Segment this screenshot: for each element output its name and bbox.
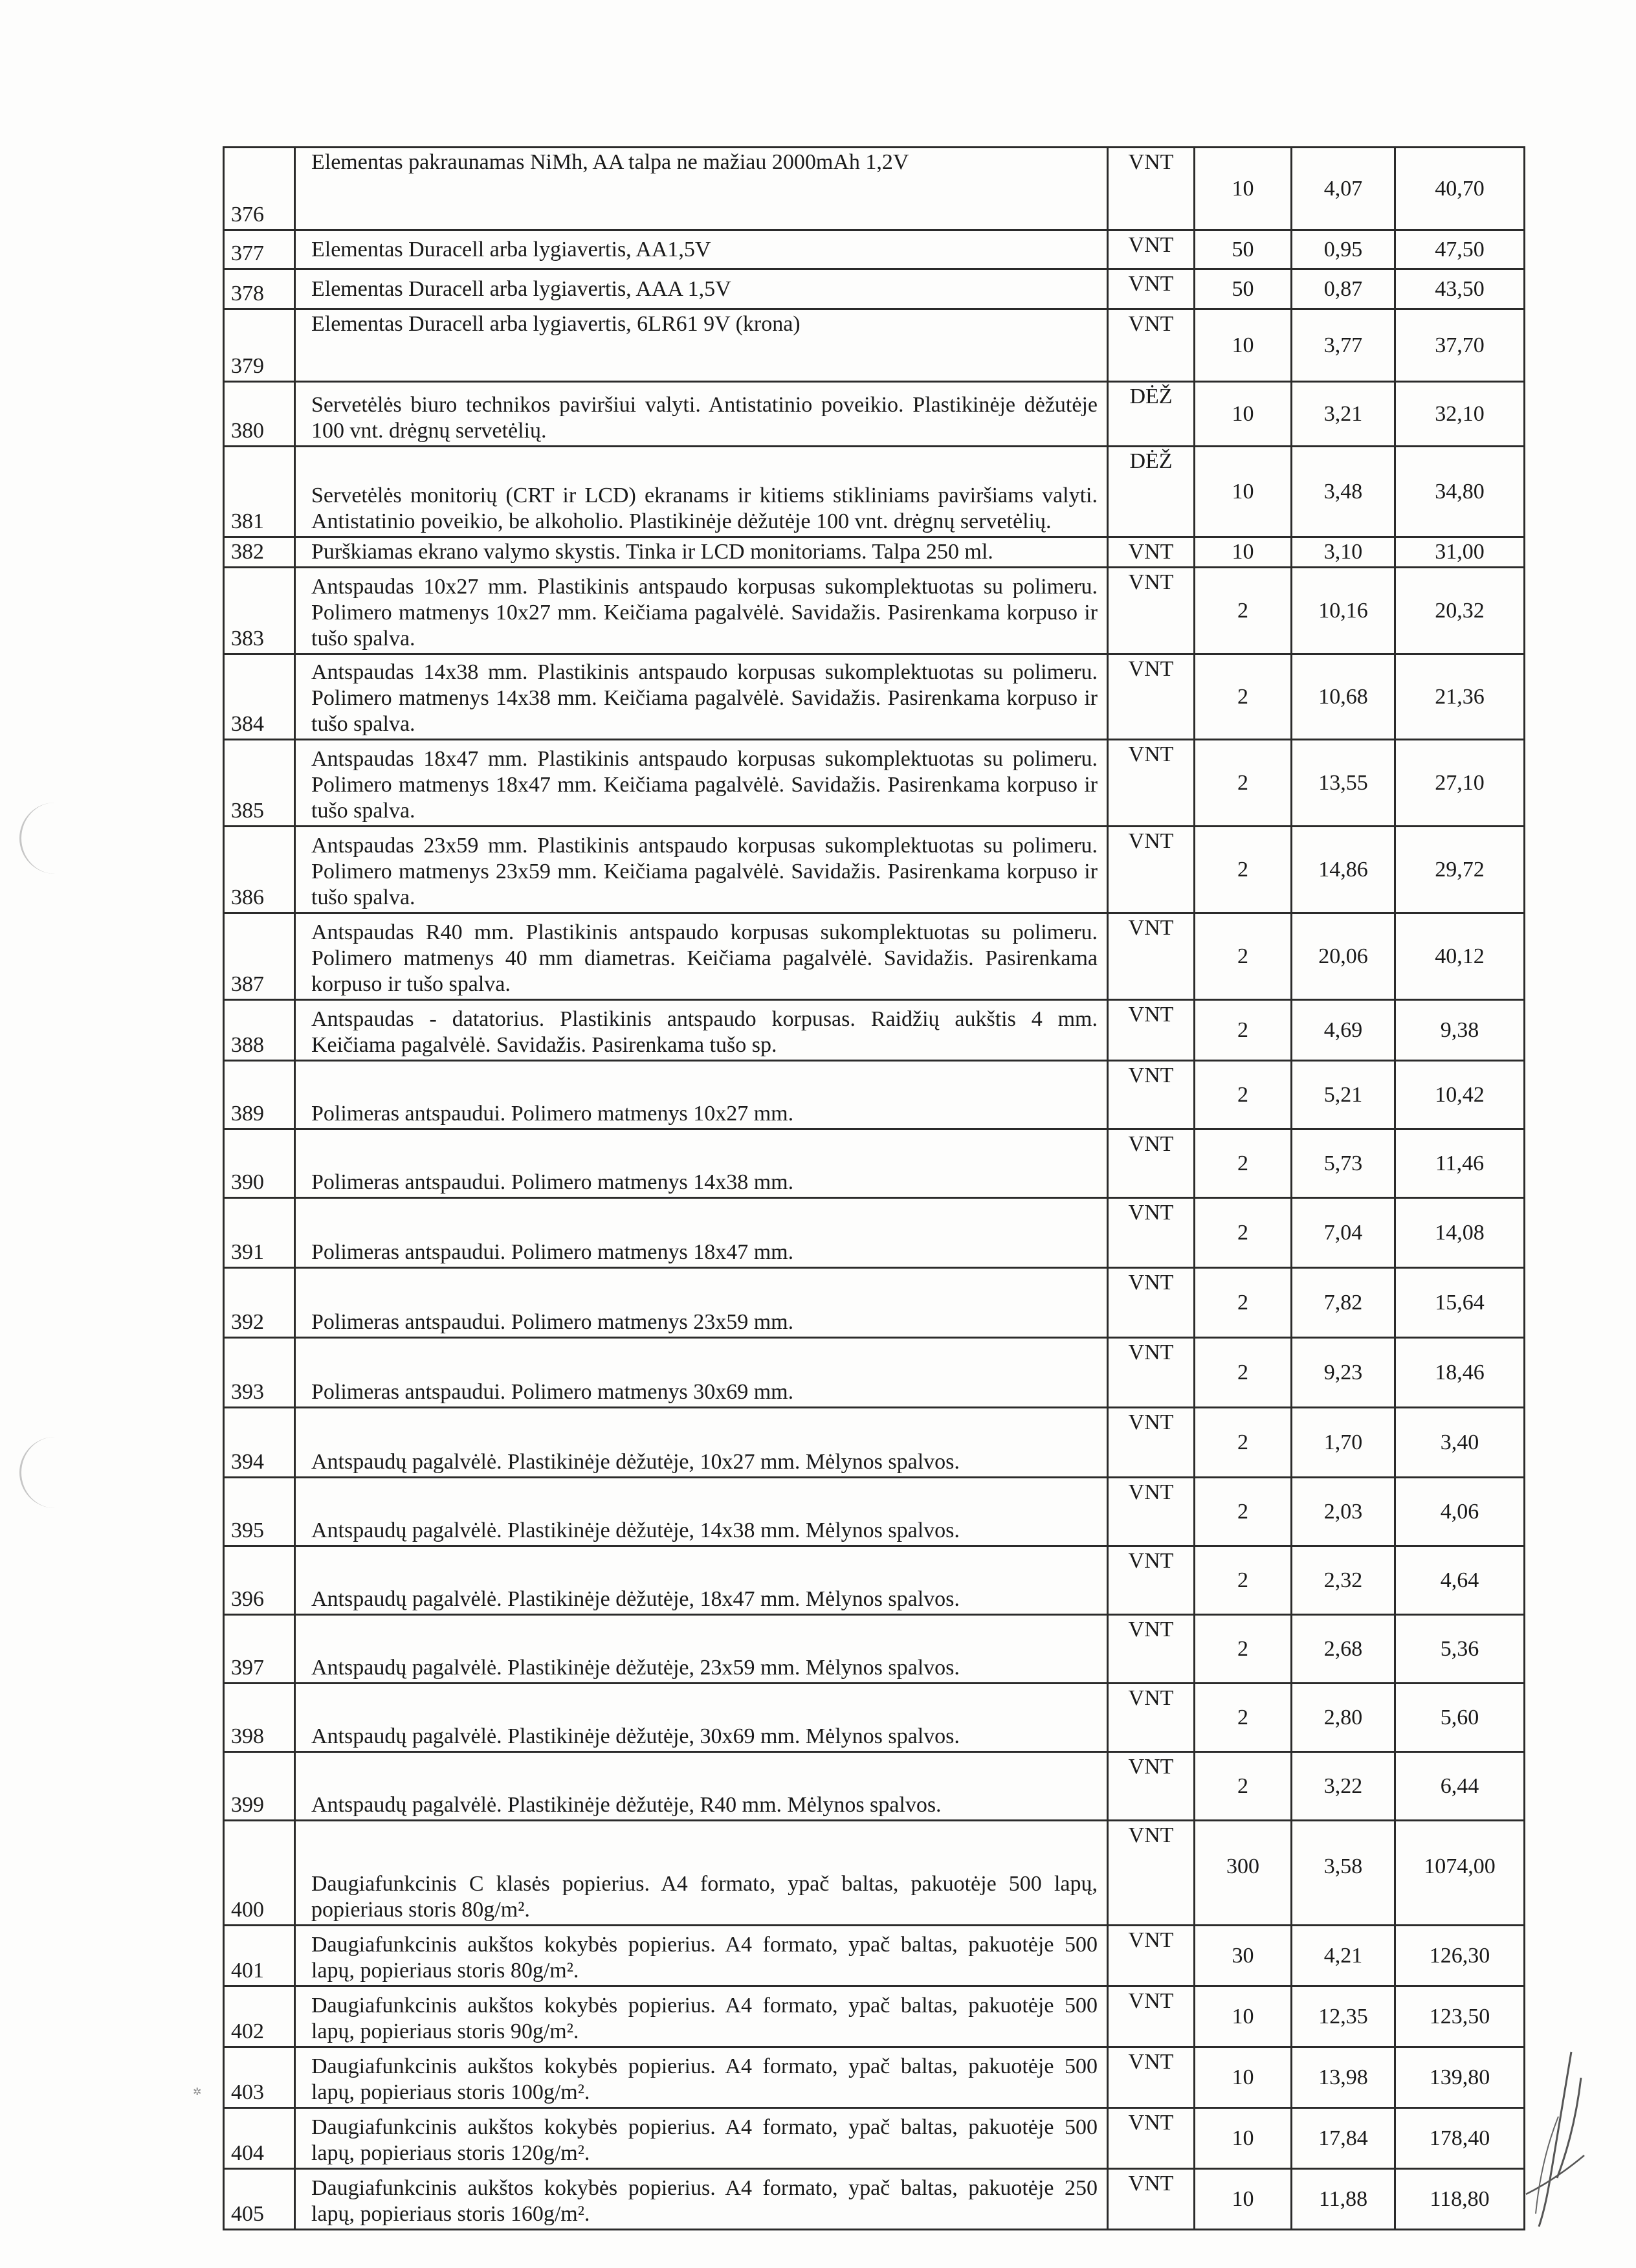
item-quantity: 10 <box>1195 2047 1292 2108</box>
item-description: Polimeras antspaudui. Polimero matmenys 23x59 mm. <box>295 1268 1108 1338</box>
item-unit: VNT <box>1108 1061 1195 1129</box>
table-row <box>224 1129 1525 1198</box>
item-description: Antspaudų pagalvėlė. Plastikinėje dėžutėje, 14x38 mm. Mėlynos spalvos. <box>295 1478 1108 1546</box>
item-unit-price: 13,55 <box>1292 740 1395 827</box>
item-quantity: 2 <box>1195 913 1292 1000</box>
item-number: 380 <box>224 382 295 447</box>
item-description: Polimeras antspaudui. Polimero matmenys 14x38 mm. <box>295 1129 1108 1198</box>
item-quantity: 2 <box>1195 1129 1292 1198</box>
item-total: 139,80 <box>1395 2047 1525 2108</box>
item-total: 3,40 <box>1395 1408 1525 1478</box>
table-row <box>224 827 1525 913</box>
item-description: Antspaudas 23x59 mm. Plastikinis antspaudo korpusas sukomplektuotas su polimeru. Polimero matmenys 23x59 mm. Keičiama pagalvėlė. Savidažis. Pasirenkama korpuso ir tušo spalva. <box>295 827 1108 913</box>
item-unit: VNT <box>1108 913 1195 1000</box>
item-unit: VNT <box>1108 1752 1195 1821</box>
item-description: Daugiafunkcinis aukštos kokybės popierius. A4 formato, ypač baltas, pakuotėje 500 lapų, popieriaus storis 100g/m². <box>295 2047 1108 2108</box>
item-total: 43,50 <box>1395 269 1525 309</box>
item-total: 40,12 <box>1395 913 1525 1000</box>
item-unit: VNT <box>1108 1986 1195 2047</box>
handwritten-signature <box>1520 2039 1591 2233</box>
table-row <box>224 1408 1525 1478</box>
item-number: 398 <box>224 1684 295 1752</box>
table-row <box>224 537 1525 568</box>
item-unit: VNT <box>1108 1129 1195 1198</box>
item-total: 31,00 <box>1395 537 1525 568</box>
item-unit: VNT <box>1108 1684 1195 1752</box>
item-quantity: 2 <box>1195 654 1292 740</box>
item-total: 21,36 <box>1395 654 1525 740</box>
item-total: 34,80 <box>1395 447 1525 537</box>
item-number: 392 <box>224 1268 295 1338</box>
item-quantity: 10 <box>1195 447 1292 537</box>
item-total: 5,60 <box>1395 1684 1525 1752</box>
item-quantity: 10 <box>1195 382 1292 447</box>
item-description: Antspaudų pagalvėlė. Plastikinėje dėžutėje, 18x47 mm. Mėlynos spalvos. <box>295 1546 1108 1615</box>
table-row <box>224 1752 1525 1821</box>
item-number: 377 <box>224 230 295 269</box>
item-unit-price: 4,07 <box>1292 148 1395 230</box>
item-quantity: 10 <box>1195 1986 1292 2047</box>
item-number: 397 <box>224 1615 295 1684</box>
item-unit: VNT <box>1108 1338 1195 1408</box>
item-unit-price: 4,69 <box>1292 1000 1395 1061</box>
table-row <box>224 269 1525 309</box>
item-number: 402 <box>224 1986 295 2047</box>
item-unit-price: 2,68 <box>1292 1615 1395 1684</box>
item-description: Elementas pakraunamas NiMh, AA talpa ne mažiau 2000mAh 1,2V <box>295 148 1108 230</box>
item-number: 405 <box>224 2169 295 2230</box>
item-description: Daugiafunkcinis aukštos kokybės popierius. A4 formato, ypač baltas, pakuotėje 500 lapų, popieriaus storis 120g/m². <box>295 2108 1108 2169</box>
item-number: 383 <box>224 568 295 654</box>
item-unit-price: 14,86 <box>1292 827 1395 913</box>
item-number: 386 <box>224 827 295 913</box>
item-description: Antspaudų pagalvėlė. Plastikinėje dėžutėje, 30x69 mm. Mėlynos spalvos. <box>295 1684 1108 1752</box>
item-unit: VNT <box>1108 2169 1195 2230</box>
item-number: 399 <box>224 1752 295 1821</box>
item-total: 32,10 <box>1395 382 1525 447</box>
item-total: 20,32 <box>1395 568 1525 654</box>
item-unit-price: 9,23 <box>1292 1338 1395 1408</box>
item-description: Antspaudas - datatorius. Plastikinis antspaudo korpusas. Raidžių aukštis 4 mm. Keičiama pagalvėlė. Savidažis. Pasirenkama tušo sp. <box>295 1000 1108 1061</box>
item-description: Antspaudų pagalvėlė. Plastikinėje dėžutėje, 23x59 mm. Mėlynos spalvos. <box>295 1615 1108 1684</box>
item-total: 27,10 <box>1395 740 1525 827</box>
table-row <box>224 230 1525 269</box>
table-row <box>224 740 1525 827</box>
item-description: Daugiafunkcinis aukštos kokybės popierius. A4 formato, ypač baltas, pakuotėje 250 lapų, popieriaus storis 160g/m². <box>295 2169 1108 2230</box>
item-number: 388 <box>224 1000 295 1061</box>
item-quantity: 2 <box>1195 1615 1292 1684</box>
item-unit: VNT <box>1108 148 1195 230</box>
item-quantity: 300 <box>1195 1821 1292 1926</box>
item-unit-price: 13,98 <box>1292 2047 1395 2108</box>
item-total: 9,38 <box>1395 1000 1525 1061</box>
item-unit: VNT <box>1108 2047 1195 2108</box>
item-quantity: 2 <box>1195 1752 1292 1821</box>
item-quantity: 10 <box>1195 2169 1292 2230</box>
table-row <box>224 2169 1525 2230</box>
item-total: 14,08 <box>1395 1198 1525 1268</box>
item-number: 400 <box>224 1821 295 1926</box>
item-total: 4,06 <box>1395 1478 1525 1546</box>
item-quantity: 2 <box>1195 1478 1292 1546</box>
item-unit: VNT <box>1108 309 1195 382</box>
item-unit-price: 3,58 <box>1292 1821 1395 1926</box>
table-row <box>224 654 1525 740</box>
price-table <box>223 146 1525 2230</box>
item-unit-price: 3,21 <box>1292 382 1395 447</box>
item-quantity: 2 <box>1195 740 1292 827</box>
item-unit: VNT <box>1108 1198 1195 1268</box>
item-description: Daugiafunkcinis C klasės popierius. A4 formato, ypač baltas, pakuotėje 500 lapų, popieriaus storis 80g/m². <box>295 1821 1108 1926</box>
item-number: 403 <box>224 2047 295 2108</box>
item-unit: VNT <box>1108 1546 1195 1615</box>
table-row <box>224 2108 1525 2169</box>
table-row <box>224 1684 1525 1752</box>
item-description: Servetėlės biuro technikos paviršiui valyti. Antistatinio poveikio. Plastikinėje dėžutėje 100 vnt. drėgnų servetėlių. <box>295 382 1108 447</box>
item-unit-price: 3,77 <box>1292 309 1395 382</box>
item-total: 18,46 <box>1395 1338 1525 1408</box>
item-unit: VNT <box>1108 1821 1195 1926</box>
item-total: 10,42 <box>1395 1061 1525 1129</box>
item-number: 394 <box>224 1408 295 1478</box>
item-total: 47,50 <box>1395 230 1525 269</box>
item-total: 6,44 <box>1395 1752 1525 1821</box>
item-description: Antspaudų pagalvėlė. Plastikinėje dėžutėje, 10x27 mm. Mėlynos spalvos. <box>295 1408 1108 1478</box>
item-unit-price: 5,73 <box>1292 1129 1395 1198</box>
item-unit-price: 4,21 <box>1292 1926 1395 1986</box>
item-description: Antspaudas 14x38 mm. Plastikinis antspaudo korpusas sukomplektuotas su polimeru. Polimero matmenys 14x38 mm. Keičiama pagalvėlė. Savidažis. Pasirenkama korpuso ir tušo spalva. <box>295 654 1108 740</box>
item-description: Servetėlės monitorių (CRT ir LCD) ekranams ir kitiems stikliniams paviršiams valyti. Antistatinio poveikio, be alkoholio. Plastikinėje dėžutėje 100 vnt. drėgnų servetėlių. <box>295 447 1108 537</box>
item-total: 118,80 <box>1395 2169 1525 2230</box>
table-row <box>224 309 1525 382</box>
item-number: 389 <box>224 1061 295 1129</box>
item-number: 382 <box>224 537 295 568</box>
item-quantity: 2 <box>1195 827 1292 913</box>
item-unit-price: 12,35 <box>1292 1986 1395 2047</box>
item-description: Polimeras antspaudui. Polimero matmenys 18x47 mm. <box>295 1198 1108 1268</box>
scan-speck-icon: ✲ <box>193 2087 202 2098</box>
item-quantity: 2 <box>1195 1198 1292 1268</box>
item-quantity: 2 <box>1195 1338 1292 1408</box>
item-total: 4,64 <box>1395 1546 1525 1615</box>
item-unit-price: 7,82 <box>1292 1268 1395 1338</box>
item-number: 385 <box>224 740 295 827</box>
item-total: 15,64 <box>1395 1268 1525 1338</box>
item-description: Elementas Duracell arba lygiavertis, 6LR61 9V (krona) <box>295 309 1108 382</box>
item-quantity: 2 <box>1195 1268 1292 1338</box>
item-unit: VNT <box>1108 1615 1195 1684</box>
item-quantity: 10 <box>1195 148 1292 230</box>
item-unit: VNT <box>1108 537 1195 568</box>
table-row <box>224 1478 1525 1546</box>
table-row <box>224 1615 1525 1684</box>
item-unit-price: 20,06 <box>1292 913 1395 1000</box>
item-total: 123,50 <box>1395 1986 1525 2047</box>
table-row <box>224 1986 1525 2047</box>
item-unit-price: 11,88 <box>1292 2169 1395 2230</box>
item-unit-price: 3,22 <box>1292 1752 1395 1821</box>
item-unit-price: 2,80 <box>1292 1684 1395 1752</box>
item-unit-price: 3,10 <box>1292 537 1395 568</box>
item-unit: DĖŽ <box>1108 382 1195 447</box>
item-total: 1074,00 <box>1395 1821 1525 1926</box>
item-quantity: 30 <box>1195 1926 1292 1986</box>
item-quantity: 50 <box>1195 269 1292 309</box>
item-total: 11,46 <box>1395 1129 1525 1198</box>
item-unit: VNT <box>1108 1408 1195 1478</box>
item-quantity: 2 <box>1195 1000 1292 1061</box>
item-description: Polimeras antspaudui. Polimero matmenys 30x69 mm. <box>295 1338 1108 1408</box>
table-row <box>224 1338 1525 1408</box>
item-number: 391 <box>224 1198 295 1268</box>
item-unit: VNT <box>1108 2108 1195 2169</box>
item-number: 379 <box>224 309 295 382</box>
item-number: 384 <box>224 654 295 740</box>
item-unit: VNT <box>1108 1000 1195 1061</box>
item-unit: DĖŽ <box>1108 447 1195 537</box>
item-total: 126,30 <box>1395 1926 1525 1986</box>
item-quantity: 2 <box>1195 1546 1292 1615</box>
item-number: 390 <box>224 1129 295 1198</box>
item-unit-price: 10,16 <box>1292 568 1395 654</box>
item-unit-price: 0,87 <box>1292 269 1395 309</box>
table-row <box>224 1268 1525 1338</box>
item-description: Purškiamas ekrano valymo skystis. Tinka ir LCD monitoriams. Talpa 250 ml. <box>295 537 1108 568</box>
item-total: 178,40 <box>1395 2108 1525 2169</box>
table-row <box>224 1198 1525 1268</box>
item-unit: VNT <box>1108 230 1195 269</box>
item-number: 387 <box>224 913 295 1000</box>
item-unit: VNT <box>1108 654 1195 740</box>
item-number: 381 <box>224 447 295 537</box>
item-description: Elementas Duracell arba lygiavertis, AAA 1,5V <box>295 269 1108 309</box>
item-quantity: 2 <box>1195 1061 1292 1129</box>
item-unit: VNT <box>1108 1926 1195 1986</box>
item-unit: VNT <box>1108 1268 1195 1338</box>
item-total: 29,72 <box>1395 827 1525 913</box>
item-unit: VNT <box>1108 269 1195 309</box>
item-number: 401 <box>224 1926 295 1986</box>
item-number: 393 <box>224 1338 295 1408</box>
item-unit-price: 3,48 <box>1292 447 1395 537</box>
item-description: Antspaudas R40 mm. Plastikinis antspaudo korpusas sukomplektuotas su polimeru. Polimero matmenys 40 mm diametras. Keičiama pagalvėlė. Savidažis. Pasirenkama korpuso ir tušo spalva. <box>295 913 1108 1000</box>
item-unit: VNT <box>1108 1478 1195 1546</box>
item-quantity: 10 <box>1195 537 1292 568</box>
item-number: 404 <box>224 2108 295 2169</box>
item-unit-price: 5,21 <box>1292 1061 1395 1129</box>
table-row <box>224 1061 1525 1129</box>
item-description: Elementas Duracell arba lygiavertis, AA1,5V <box>295 230 1108 269</box>
table-row <box>224 913 1525 1000</box>
item-unit: VNT <box>1108 827 1195 913</box>
item-unit: VNT <box>1108 568 1195 654</box>
item-quantity: 10 <box>1195 309 1292 382</box>
item-quantity: 10 <box>1195 2108 1292 2169</box>
item-unit-price: 0,95 <box>1292 230 1395 269</box>
item-total: 5,36 <box>1395 1615 1525 1684</box>
item-description: Polimeras antspaudui. Polimero matmenys 10x27 mm. <box>295 1061 1108 1129</box>
item-unit-price: 10,68 <box>1292 654 1395 740</box>
table-row <box>224 447 1525 537</box>
item-quantity: 50 <box>1195 230 1292 269</box>
item-quantity: 2 <box>1195 1408 1292 1478</box>
table-row <box>224 1926 1525 1986</box>
item-unit-price: 2,03 <box>1292 1478 1395 1546</box>
item-unit-price: 17,84 <box>1292 2108 1395 2169</box>
item-number: 395 <box>224 1478 295 1546</box>
item-description: Antspaudų pagalvėlė. Plastikinėje dėžutėje, R40 mm. Mėlynos spalvos. <box>295 1752 1108 1821</box>
item-number: 378 <box>224 269 295 309</box>
table-row <box>224 1821 1525 1926</box>
item-description: Antspaudas 10x27 mm. Plastikinis antspaudo korpusas sukomplektuotas su polimeru. Polimero matmenys 10x27 mm. Keičiama pagalvėlė. Savidažis. Pasirenkama korpuso ir tušo spalva. <box>295 568 1108 654</box>
item-description: Daugiafunkcinis aukštos kokybės popierius. A4 formato, ypač baltas, pakuotėje 500 lapų, popieriaus storis 80g/m². <box>295 1926 1108 1986</box>
item-total: 37,70 <box>1395 309 1525 382</box>
item-unit-price: 2,32 <box>1292 1546 1395 1615</box>
table-row <box>224 1546 1525 1615</box>
item-number: 396 <box>224 1546 295 1615</box>
table-row <box>224 1000 1525 1061</box>
table-row <box>224 568 1525 654</box>
item-unit-price: 7,04 <box>1292 1198 1395 1268</box>
item-total: 40,70 <box>1395 148 1525 230</box>
item-description: Antspaudas 18x47 mm. Plastikinis antspaudo korpusas sukomplektuotas su polimeru. Polimero matmenys 18x47 mm. Keičiama pagalvėlė. Savidažis. Pasirenkama korpuso ir tušo spalva. <box>295 740 1108 827</box>
item-description: Daugiafunkcinis aukštos kokybės popierius. A4 formato, ypač baltas, pakuotėje 500 lapų, popieriaus storis 90g/m². <box>295 1986 1108 2047</box>
item-unit-price: 1,70 <box>1292 1408 1395 1478</box>
item-unit: VNT <box>1108 740 1195 827</box>
item-quantity: 2 <box>1195 568 1292 654</box>
table-row <box>224 148 1525 230</box>
item-quantity: 2 <box>1195 1684 1292 1752</box>
item-number: 376 <box>224 148 295 230</box>
table-row <box>224 382 1525 447</box>
table-row <box>224 2047 1525 2108</box>
